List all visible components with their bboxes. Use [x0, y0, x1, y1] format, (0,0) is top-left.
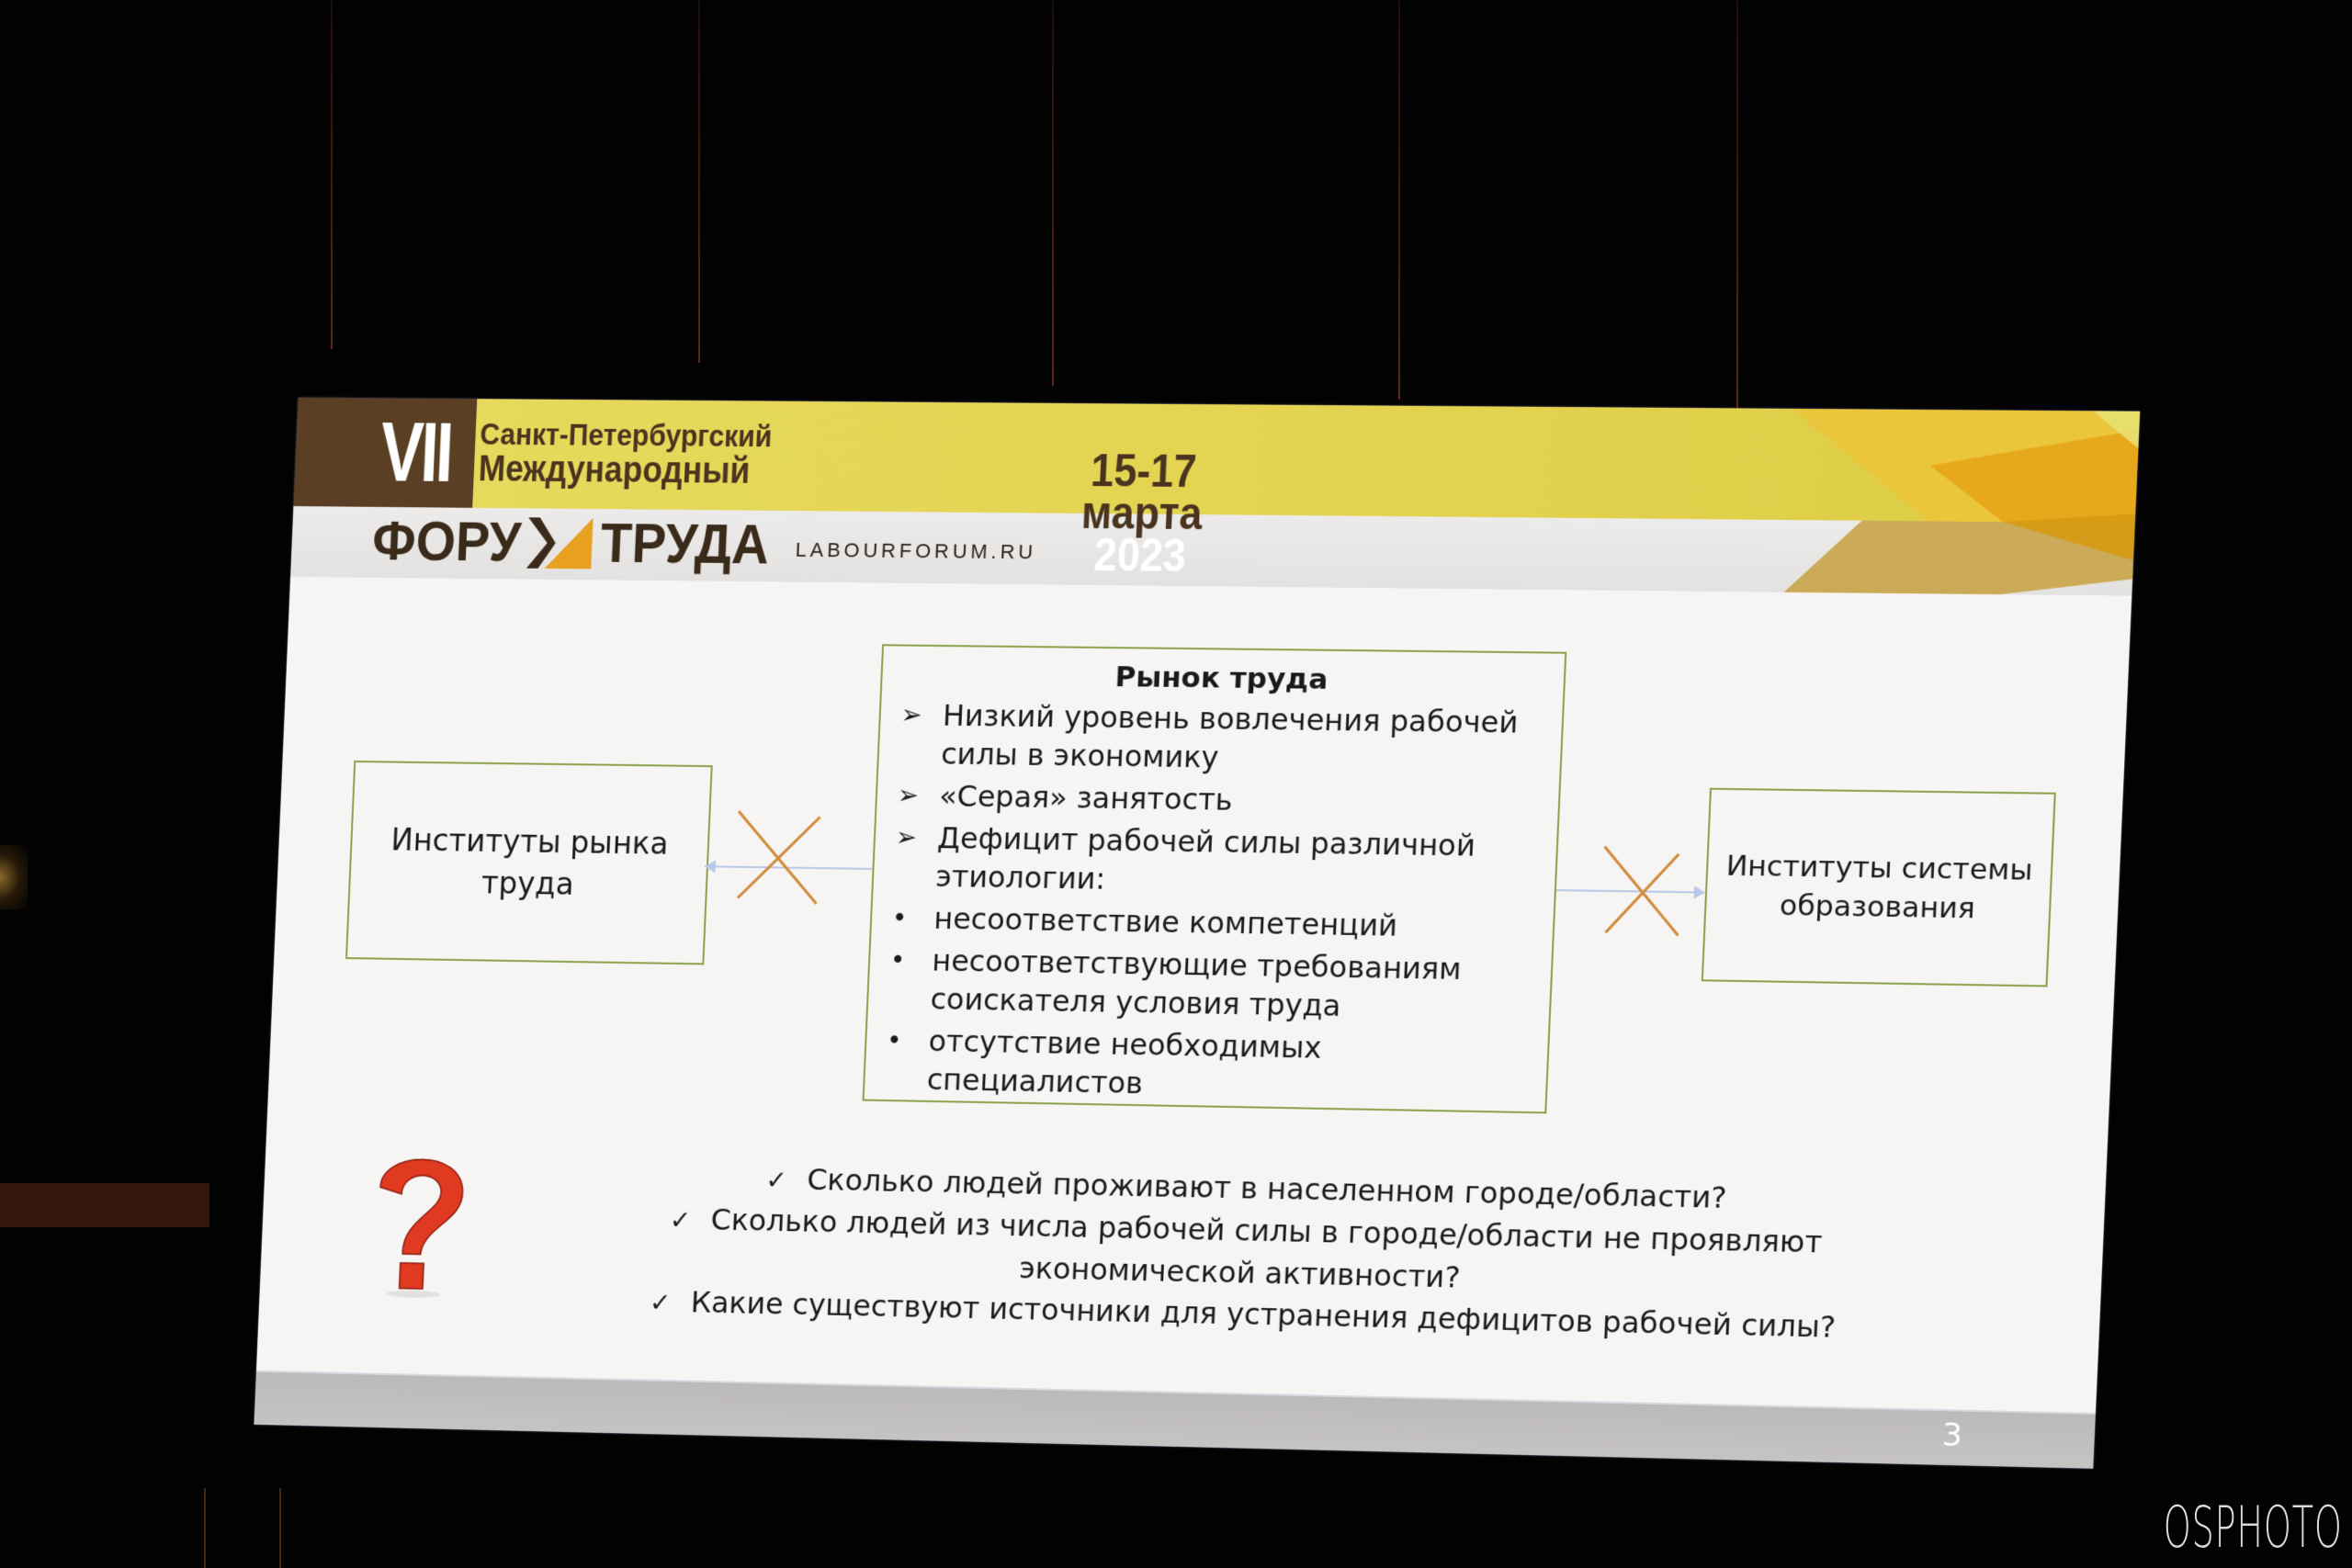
forum-title-line1: Санкт-Петербургский — [479, 417, 774, 455]
list-item: • несоответствие компетенций — [888, 898, 1537, 947]
check-icon: ✓ — [669, 1204, 692, 1235]
list-item: ➢ «Серая» занятость — [893, 776, 1543, 824]
education-institutions-box — [1702, 788, 2056, 987]
arrow-bullet-icon: ➢ — [899, 699, 923, 730]
question-mark-icon — [357, 1146, 481, 1303]
header-facet-decoration — [1644, 408, 2140, 596]
question-item: ✓ Сколько людей из числа рабочей силы в городе/области не проявляют экономической активности? — [669, 1201, 1824, 1295]
forum-wordmark — [370, 509, 771, 577]
arrow-bullet-icon: ➢ — [895, 821, 918, 852]
forum-wordmark-right: ТРУДА — [599, 512, 771, 577]
background-curtain-line — [1052, 0, 1054, 386]
cross-mark-icon — [1596, 841, 1689, 940]
right-box-line2: образования — [1779, 888, 1976, 925]
list-item: ➢ Низкий уровень вовлечения рабочей силы в экономику — [895, 695, 1546, 781]
list-item: ➢ Дефицит рабочей силы различной этиологии: — [889, 818, 1541, 905]
dot-bullet-icon: • — [889, 943, 907, 975]
right-box-line1: Институты системы — [1724, 849, 2034, 887]
background-light-glow — [0, 845, 28, 909]
list-item: • несоответствующие требованиям соискателя условия труда — [884, 941, 1534, 1029]
question-item: ✓ Какие существуют источники для устранения дефицитов рабочей силы? — [649, 1284, 1837, 1345]
photographer-watermark: OSPHOTO — [2163, 1494, 2343, 1561]
background-curtain-line — [1736, 0, 1738, 413]
labour-market-list — [880, 695, 1545, 1110]
forum-logo-icon — [526, 517, 594, 569]
background-curtain-line — [698, 0, 700, 363]
left-box-line2: труда — [481, 864, 575, 902]
left-box-line1: Институты рынка — [390, 821, 670, 862]
arrowhead-right-icon — [1694, 886, 1706, 898]
dot-bullet-icon: • — [886, 1024, 903, 1055]
background-curtain-line — [331, 0, 333, 349]
forum-title — [478, 417, 773, 489]
background-wall-strip — [0, 1183, 209, 1227]
arrowhead-left-icon — [705, 860, 716, 873]
forum-title-line2: Международный — [477, 448, 752, 491]
check-icon: ✓ — [649, 1287, 672, 1318]
slide-number: 3 — [1941, 1416, 1963, 1455]
question-item: ✓ Сколько людей проживают в населенном городе/области? — [764, 1162, 1728, 1215]
cross-mark-icon — [730, 807, 825, 908]
labour-market-institutions-box — [345, 761, 713, 964]
background-lower-line — [204, 1488, 206, 1568]
forum-dates-days: 15-17 — [1090, 445, 1198, 498]
forum-website: LABOURFORUM.RU — [795, 537, 1037, 564]
arrow-bullet-icon: ➢ — [897, 779, 920, 810]
labour-market-box — [863, 644, 1567, 1113]
dot-bullet-icon: • — [891, 902, 909, 933]
forum-dates — [1079, 445, 1204, 581]
labour-market-title: Рынок труда — [1114, 660, 1329, 696]
presentation-slide — [254, 398, 2140, 1469]
check-icon: ✓ — [764, 1165, 788, 1196]
background-curtain-line — [1398, 0, 1400, 400]
slide-header-banner — [290, 398, 2140, 598]
forum-dates-month: марта — [1080, 486, 1204, 540]
forum-wordmark-left: ФОРУ — [370, 509, 523, 574]
questions-list — [554, 1155, 1940, 1351]
slide-footer-bar — [254, 1371, 2096, 1469]
background-lower-line — [279, 1488, 281, 1568]
list-item: • отсутствие необходимых специалистов — [880, 1021, 1531, 1110]
forum-edition-numeral: VII — [379, 406, 453, 500]
forum-dates-year: 2023 — [1092, 529, 1188, 581]
